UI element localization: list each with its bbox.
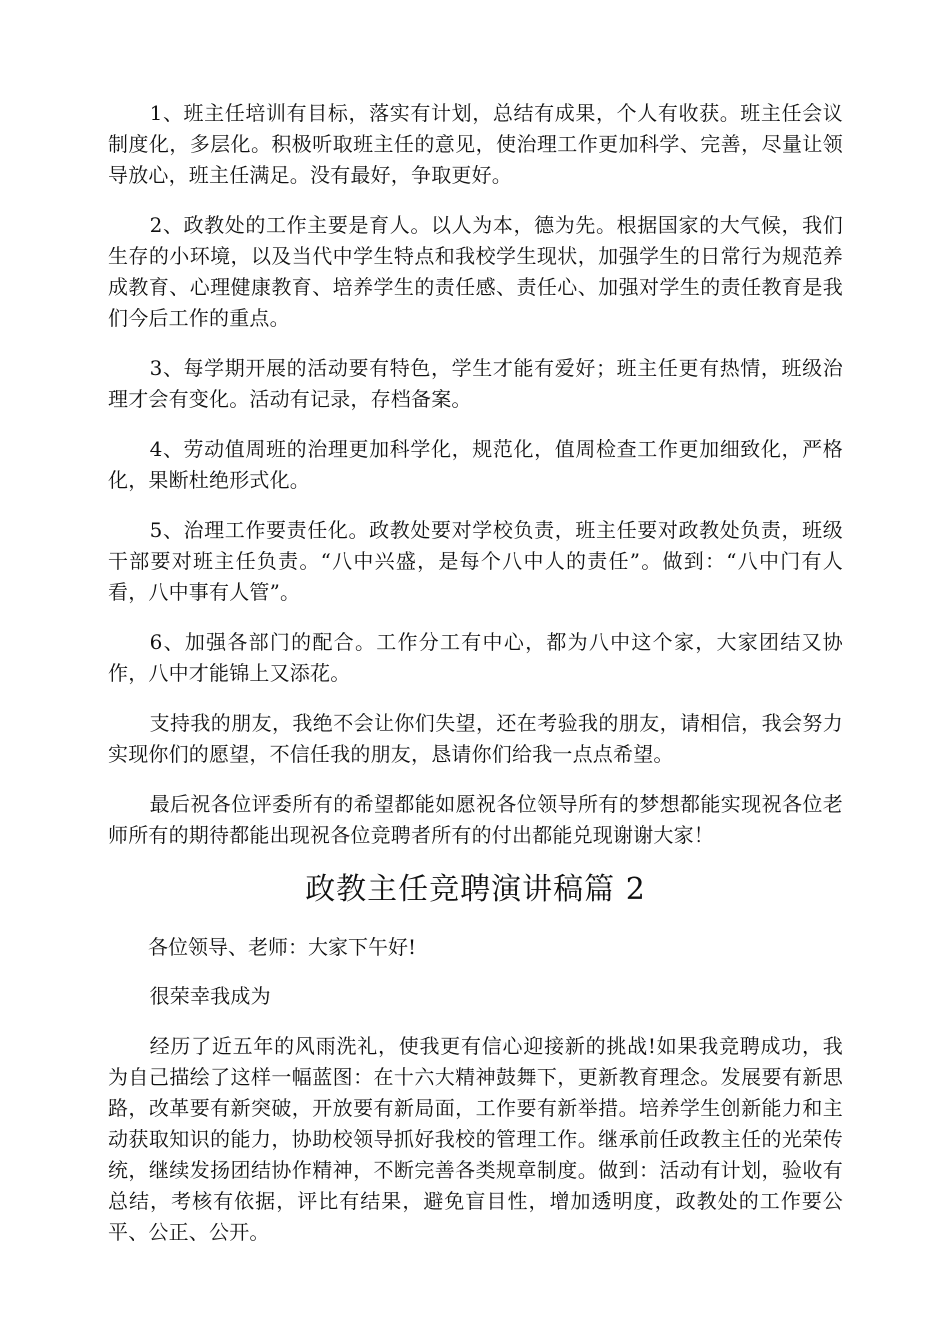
paragraph-closing: 最后祝各位评委所有的希望都能如愿祝各位领导所有的梦想都能实现祝各位老师所有的期待都能出现祝各位竞聘者所有的付出都能兑现谢谢大家！: [108, 792, 843, 847]
section-title: 政教主任竞聘演讲稿篇 2: [305, 872, 646, 907]
paragraph-2: 2、政教处的工作主要是育人。以人为本，德为先。根据国家的大气候，我们生存的小环境，以及当代中学生特点和我校学生现状，加强学生的日常行为规范养成教育、心理健康教育、培养学生的责任感、责任心、加强对学生的责任教育是我们今后工作的重点。: [108, 213, 843, 330]
paragraph-5: 5、治理工作要责任化。政教处要对学校负责，班主任要对政教处负责，班级干部要对班主任负责。“八中兴盛，是每个八中人的责任”。做到：“八中门有人看，八中事有人管”。: [108, 518, 843, 604]
paragraph-1: 1、班主任培训有目标，落实有计划，总结有成果，个人有收获。班主任会议制度化，多层化。积极听取班主任的意见，使治理工作更加科学、完善，尽量让领导放心，班主任满足。没有最好，争取更好。: [108, 101, 843, 187]
paragraph-3: 3、每学期开展的活动要有特色，学生才能有爱好；班主任更有热情，班级治理才会有变化。活动有记录，存档备案。: [108, 356, 843, 411]
paragraph-support: 支持我的朋友，我绝不会让你们失望，还在考验我的朋友，请相信，我会努力实现你们的愿望，不信任我的朋友，恳请你们给我一点点希望。: [108, 711, 843, 766]
paragraph-blueprint: 经历了近五年的风雨洗礼，使我更有信心迎接新的挑战!如果我竞聘成功，我为自己描绘了这样一幅蓝图：在十六大精神鼓舞下，更新教育理念。发展要有新思路，改革要有新突破，开放要有新局面，工作要有新举措。培养学生创新能力和主动获取知识的能力，协助校领导抓好我校的管理工作。继承前任政教主任的光荣传统，继续发扬团结协作精神，不断完善各类规章制度。做到：活动有计划，验收有总结，考核有依据，评比有结果，避免盲目性，增加透明度，政教处的工作要公平、公正、公开。: [108, 1034, 843, 1244]
paragraph-6: 6、加强各部门的配合。工作分工有中心，都为八中这个家，大家团结又协作，八中才能锦上又添花。: [108, 630, 843, 685]
document-page: [108, 98, 843, 1267]
paragraph-4: 4、劳动值周班的治理更加科学化，规范化，值周检查工作更加细致化，严格化，果断杜绝形式化。: [108, 437, 843, 492]
salutation: 各位领导、老师：大家下午好!: [148, 935, 417, 959]
paragraph-honor: 很荣幸我成为: [149, 984, 271, 1008]
